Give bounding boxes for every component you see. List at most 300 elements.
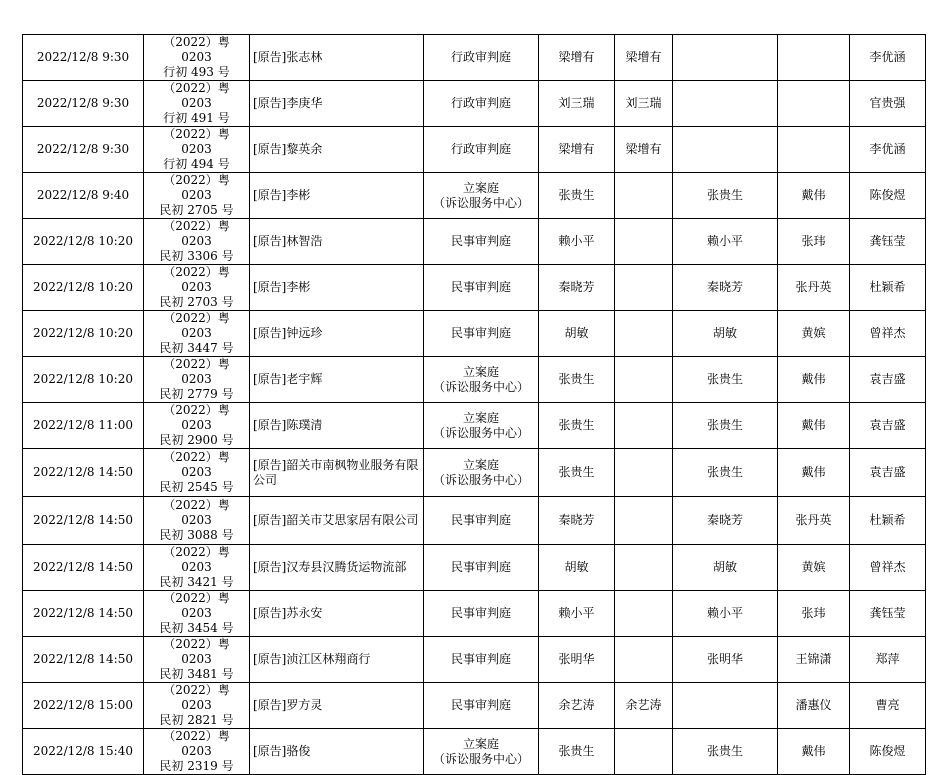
presiding-judge-name: 余艺涛 [625,698,662,712]
chief-judge-name: 秦晓芳 [706,513,743,527]
case-number-prefix: （2022）粤 0203 [163,311,230,340]
party-cell [250,403,424,449]
party-cell [250,729,424,775]
court-name: 立案庭 [462,736,499,751]
table-row [23,265,926,311]
court-cell [424,449,539,497]
person-cell [539,545,615,591]
case-number-prefix: （2022）粤 0203 [163,265,230,294]
case-number-cell [144,35,250,81]
party-name: [原告]浈江区林翔商行 [253,652,371,666]
case-number-prefix: （2022）粤 0203 [163,498,230,527]
hearing-time: 2022/12/8 10:20 [33,280,133,294]
person-cell [778,449,850,497]
hearing-time: 2022/12/8 14:50 [33,465,133,479]
hearing-time: 2022/12/8 9:30 [36,50,130,64]
court-name: 民事审判庭 [450,280,511,294]
court-cell [424,35,539,81]
hearing-time: 2022/12/8 10:20 [33,234,133,248]
table-row [23,729,926,775]
court-cell [424,265,539,311]
court-subname: （诉讼服务中心） [432,379,529,394]
person-cell [615,591,673,637]
hearing-schedule-table [22,34,926,775]
table-row [23,219,926,265]
case-number-prefix: （2022）粤 0203 [163,450,230,479]
hearing-time: 2022/12/8 11:00 [33,418,133,432]
clerk-name: 曾祥杰 [869,326,906,340]
case-number-cell [144,683,250,729]
table-row [23,127,926,173]
case-number-cell [144,449,250,497]
chief-judge-name: 张贵生 [706,465,743,479]
judge-name: 梁增有 [558,142,595,156]
hearing-time: 2022/12/8 15:40 [33,744,133,758]
judge-name: 张贵生 [558,372,595,386]
clerk-name: 杜颖希 [869,513,906,527]
person-cell [778,357,850,403]
hearing-time-cell [23,449,144,497]
case-number-prefix: （2022）粤 0203 [163,127,230,156]
clerk-name: 陈俊煜 [869,188,906,202]
case-number-cell [144,265,250,311]
table-row [23,357,926,403]
case-number-cell [144,219,250,265]
person-cell [673,35,778,81]
case-number-suffix: 民初 2319 号 [159,759,234,773]
person-cell [539,357,615,403]
person-cell [850,403,926,449]
person-cell [615,311,673,357]
person-cell [615,35,673,81]
assistant-name: 戴伟 [801,418,826,432]
hearing-time: 2022/12/8 10:20 [33,372,133,386]
person-cell [615,449,673,497]
person-cell [850,545,926,591]
hearing-time-cell [23,265,144,311]
assistant-name: 戴伟 [801,744,826,758]
hearing-time-cell [23,127,144,173]
person-cell [615,729,673,775]
person-cell [850,591,926,637]
case-number-suffix: 民初 3481 号 [159,667,234,681]
chief-judge-name: 张贵生 [706,188,743,202]
judge-name: 赖小平 [558,234,595,248]
clerk-name: 李优涵 [869,142,906,156]
person-cell [778,683,850,729]
clerk-name: 官贵强 [869,96,906,110]
assistant-name: 黄嫔 [801,560,826,574]
judge-name: 张贵生 [558,465,595,479]
party-name: [原告]骆俊 [253,744,311,758]
party-cell [250,81,424,127]
person-cell [778,219,850,265]
party-cell [250,591,424,637]
judge-name: 梁增有 [558,50,595,64]
case-number-prefix: （2022）粤 0203 [163,35,230,64]
table-row [23,683,926,729]
party-cell [250,683,424,729]
case-number-cell [144,497,250,545]
court-name: 民事审判庭 [450,698,511,712]
court-cell [424,729,539,775]
court-cell [424,637,539,683]
party-name: [原告]钟远珍 [253,326,323,340]
party-name: [原告]苏永安 [253,606,323,620]
person-cell [850,81,926,127]
party-cell [250,545,424,591]
case-number-suffix: 民初 2705 号 [159,203,234,217]
case-number-prefix: （2022）粤 0203 [163,683,230,712]
person-cell [539,173,615,219]
assistant-name: 黄嫔 [801,326,826,340]
case-number-suffix: 民初 2900 号 [159,433,234,447]
presiding-judge-name: 刘三瑞 [625,96,662,110]
judge-name: 秦晓芳 [558,513,595,527]
case-number-cell [144,403,250,449]
party-cell [250,449,424,497]
hearing-time-cell [23,219,144,265]
case-number-cell [144,729,250,775]
person-cell [673,127,778,173]
person-cell [850,127,926,173]
party-cell [250,219,424,265]
chief-judge-name: 张贵生 [706,372,743,386]
person-cell [778,497,850,545]
court-name: 立案庭 [462,457,499,472]
presiding-judge-name: 梁增有 [625,50,662,64]
court-cell [424,311,539,357]
party-name: [原告]黎英余 [253,142,323,156]
court-name: 立案庭 [462,410,499,425]
case-number-prefix: （2022）粤 0203 [163,357,230,386]
hearing-time-cell [23,729,144,775]
judge-name: 秦晓芳 [558,280,595,294]
case-number-cell [144,81,250,127]
case-number-cell [144,637,250,683]
hearing-time-cell [23,35,144,81]
table-row [23,497,926,545]
clerk-name: 杜颖希 [869,280,906,294]
court-name: 民事审判庭 [450,652,511,666]
party-cell [250,311,424,357]
party-name: [原告]韶关市艾思家居有限公司 [253,513,419,527]
person-cell [673,81,778,127]
hearing-time: 2022/12/8 14:50 [33,606,133,620]
person-cell [539,311,615,357]
hearing-time-cell [23,403,144,449]
case-number-prefix: （2022）粤 0203 [163,403,230,432]
party-name: [原告]汉寿县汉腾货运物流部 [253,560,407,574]
person-cell [673,403,778,449]
court-cell [424,81,539,127]
hearing-time: 2022/12/8 10:20 [33,326,133,340]
person-cell [673,729,778,775]
assistant-name: 张丹英 [795,513,832,527]
person-cell [778,173,850,219]
person-cell [850,311,926,357]
person-cell [615,173,673,219]
case-number-cell [144,127,250,173]
person-cell [850,497,926,545]
person-cell [539,683,615,729]
party-name: [原告]李彬 [253,188,311,202]
court-subname: （诉讼服务中心） [432,195,529,210]
assistant-name: 张玮 [801,606,826,620]
person-cell [778,265,850,311]
party-name: [原告]林智浩 [253,234,323,248]
chief-judge-name: 秦晓芳 [706,280,743,294]
clerk-name: 陈俊煜 [869,744,906,758]
hearing-time-cell [23,81,144,127]
person-cell [850,357,926,403]
hearing-time: 2022/12/8 14:50 [33,560,133,574]
court-subname: （诉讼服务中心） [432,751,529,766]
clerk-name: 郑萍 [875,652,900,666]
person-cell [778,81,850,127]
case-number-suffix: 民初 2779 号 [159,387,234,401]
party-cell [250,265,424,311]
person-cell [778,729,850,775]
judge-name: 刘三瑞 [558,96,595,110]
party-name: [原告]罗方灵 [253,698,323,712]
person-cell [539,637,615,683]
case-number-prefix: （2022）粤 0203 [163,637,230,666]
table-row [23,403,926,449]
person-cell [673,497,778,545]
court-name: 行政审判庭 [450,50,511,64]
person-cell [850,729,926,775]
court-subname: （诉讼服务中心） [432,472,529,487]
court-name: 行政审判庭 [450,96,511,110]
table-row [23,591,926,637]
party-cell [250,357,424,403]
court-cell [424,219,539,265]
person-cell [539,591,615,637]
person-cell [673,219,778,265]
clerk-name: 龚钰莹 [869,606,906,620]
court-cell [424,497,539,545]
person-cell [539,35,615,81]
hearing-time: 2022/12/8 14:50 [33,652,133,666]
hearing-time-cell [23,545,144,591]
person-cell [850,637,926,683]
judge-name: 胡敏 [564,560,589,574]
hearing-time: 2022/12/8 15:00 [33,698,133,712]
assistant-name: 王锦潇 [795,652,832,666]
court-name: 民事审判庭 [450,513,511,527]
person-cell [778,403,850,449]
hearing-time-cell [23,683,144,729]
assistant-name: 张丹英 [795,280,832,294]
court-cell [424,173,539,219]
person-cell [615,81,673,127]
person-cell [673,357,778,403]
case-number-cell [144,357,250,403]
person-cell [778,545,850,591]
person-cell [850,219,926,265]
court-name: 民事审判庭 [450,326,511,340]
table-row [23,311,926,357]
chief-judge-name: 赖小平 [706,606,743,620]
person-cell [673,265,778,311]
court-cell [424,591,539,637]
court-cell [424,357,539,403]
clerk-name: 龚钰莹 [869,234,906,248]
person-cell [615,357,673,403]
table-row [23,173,926,219]
clerk-name: 李优涵 [869,50,906,64]
court-cell [424,545,539,591]
assistant-name: 戴伟 [801,188,826,202]
chief-judge-name: 胡敏 [712,326,737,340]
court-cell [424,683,539,729]
case-number-suffix: 行初 494 号 [163,157,230,171]
person-cell [539,265,615,311]
person-cell [615,265,673,311]
clerk-name: 袁吉盛 [869,372,906,386]
judge-name: 张明华 [558,652,595,666]
person-cell [673,637,778,683]
party-name: [原告]李庚华 [253,96,323,110]
person-cell [673,173,778,219]
person-cell [615,545,673,591]
hearing-time: 2022/12/8 9:30 [36,96,130,110]
court-name: 民事审判庭 [450,560,511,574]
chief-judge-name: 张明华 [706,652,743,666]
person-cell [850,683,926,729]
party-name: [原告]陈璞清 [253,418,323,432]
person-cell [539,729,615,775]
person-cell [615,127,673,173]
table-row [23,637,926,683]
party-cell [250,173,424,219]
table-body [23,35,926,775]
case-number-suffix: 行初 493 号 [163,65,230,79]
party-name: [原告]张志林 [253,50,323,64]
court-cell [424,403,539,449]
party-cell [250,637,424,683]
person-cell [615,637,673,683]
judge-name: 赖小平 [558,606,595,620]
person-cell [615,683,673,729]
clerk-name: 曾祥杰 [869,560,906,574]
party-cell [250,497,424,545]
case-number-cell [144,173,250,219]
court-name: 民事审判庭 [450,234,511,248]
clerk-name: 袁吉盛 [869,418,906,432]
assistant-name: 张玮 [801,234,826,248]
court-cell [424,127,539,173]
hearing-time-cell [23,311,144,357]
hearing-time: 2022/12/8 9:30 [36,142,130,156]
assistant-name: 戴伟 [801,372,826,386]
person-cell [778,127,850,173]
person-cell [615,403,673,449]
table-row [23,545,926,591]
case-number-suffix: 行初 491 号 [163,111,230,125]
case-number-suffix: 民初 2545 号 [159,480,234,494]
hearing-time: 2022/12/8 14:50 [33,513,133,527]
hearing-time-cell [23,637,144,683]
case-number-suffix: 民初 3454 号 [159,621,234,635]
person-cell [850,265,926,311]
hearing-time-cell [23,591,144,637]
judge-name: 胡敏 [564,326,589,340]
person-cell [778,35,850,81]
person-cell [539,81,615,127]
party-name: [原告]韶关市南枫物业服务有限公司 [253,457,419,487]
person-cell [778,311,850,357]
clerk-name: 袁吉盛 [869,465,906,479]
person-cell [539,497,615,545]
court-subname: （诉讼服务中心） [432,425,529,440]
case-number-suffix: 民初 3421 号 [159,575,234,589]
case-number-cell [144,591,250,637]
party-cell [250,127,424,173]
assistant-name: 潘惠仪 [795,698,832,712]
court-name: 行政审判庭 [450,142,511,156]
person-cell [850,35,926,81]
case-number-prefix: （2022）粤 0203 [163,545,230,574]
person-cell [539,449,615,497]
case-number-prefix: （2022）粤 0203 [163,173,230,202]
case-number-suffix: 民初 3088 号 [159,528,234,542]
case-number-prefix: （2022）粤 0203 [163,81,230,110]
judge-name: 张贵生 [558,744,595,758]
hearing-time-cell [23,173,144,219]
person-cell [615,497,673,545]
presiding-judge-name: 梁增有 [625,142,662,156]
party-name: [原告]李彬 [253,280,311,294]
person-cell [673,591,778,637]
person-cell [778,591,850,637]
person-cell [850,449,926,497]
judge-name: 余艺涛 [558,698,595,712]
person-cell [539,127,615,173]
case-number-suffix: 民初 2703 号 [159,295,234,309]
person-cell [673,545,778,591]
person-cell [615,219,673,265]
hearing-time-cell [23,497,144,545]
hearing-time: 2022/12/8 9:40 [36,188,130,202]
case-number-cell [144,311,250,357]
table-row [23,35,926,81]
court-name: 民事审判庭 [450,606,511,620]
person-cell [539,403,615,449]
court-name: 立案庭 [462,364,499,379]
party-cell [250,35,424,81]
table-row [23,81,926,127]
assistant-name: 戴伟 [801,465,826,479]
table-row [23,449,926,497]
case-number-suffix: 民初 2821 号 [159,713,234,727]
court-name: 立案庭 [462,180,499,195]
case-number-prefix: （2022）粤 0203 [163,591,230,620]
case-number-cell [144,545,250,591]
chief-judge-name: 胡敏 [712,560,737,574]
person-cell [673,449,778,497]
case-number-prefix: （2022）粤 0203 [163,729,230,758]
case-number-suffix: 民初 3447 号 [159,341,234,355]
chief-judge-name: 张贵生 [706,418,743,432]
case-number-prefix: （2022）粤 0203 [163,219,230,248]
person-cell [539,219,615,265]
case-number-suffix: 民初 3306 号 [159,249,234,263]
party-name: [原告]老宇辉 [253,372,323,386]
clerk-name: 曹亮 [875,698,900,712]
chief-judge-name: 赖小平 [706,234,743,248]
